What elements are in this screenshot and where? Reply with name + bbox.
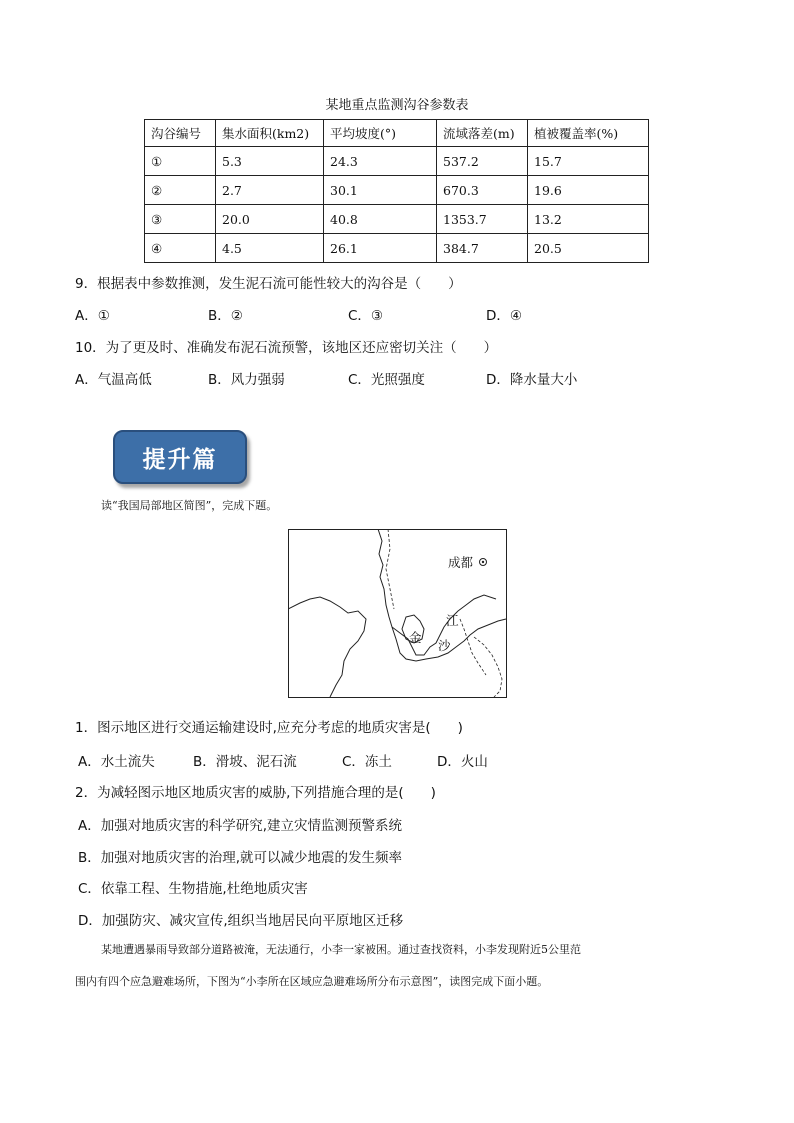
q1-option-c: C．冻土 xyxy=(342,754,392,770)
q2-option-a: A．加强对地质灾害的科学研究,建立灾情监测预警系统 xyxy=(78,818,403,834)
table-cell: 20.5 xyxy=(528,234,649,263)
q1-option-a: A．水土流失 xyxy=(78,754,155,770)
region-map xyxy=(288,529,507,698)
table-cell: 1353.7 xyxy=(437,205,528,234)
table-cell: ③ xyxy=(145,205,216,234)
table-cell: ② xyxy=(145,176,216,205)
q9-option-b: B．② xyxy=(208,308,243,324)
table-cell: 13.2 xyxy=(528,205,649,234)
q9-option-d: D．④ xyxy=(486,308,522,324)
table-cell: 24.3 xyxy=(324,147,437,176)
table-cell: 19.6 xyxy=(528,176,649,205)
header-cell: 植被覆盖率(%) xyxy=(528,120,649,147)
parameter-table xyxy=(144,119,649,263)
q10-option-b: B．风力强弱 xyxy=(208,372,285,388)
q9-option-c: C．③ xyxy=(348,308,384,324)
table-cell: 670.3 xyxy=(437,176,528,205)
table-row xyxy=(145,234,649,263)
intro2-line2: 围内有四个应急避难场所，下图为“小李所在区域应急避难场所分布示意图”，读图完成下面小题。 xyxy=(75,975,549,988)
table-cell: 30.1 xyxy=(324,176,437,205)
intro2-line1: 某地遭遇暴雨导致部分道路被淹，无法通行，小李一家被困。通过查找资料，小李发现附近5公里范 xyxy=(101,943,581,956)
question-2: 2．为减轻图示地区地质灾害的威胁,下列措施合理的是( ) xyxy=(75,785,436,801)
q10-option-d: D．降水量大小 xyxy=(486,372,578,388)
section-badge: 提升篇 xyxy=(113,430,247,484)
q9-option-a: A．① xyxy=(75,308,110,324)
river-char-sha: 沙 xyxy=(438,638,451,653)
table-cell: 40.8 xyxy=(324,205,437,234)
map-frame xyxy=(289,530,507,698)
table-row xyxy=(145,147,649,176)
header-cell: 集水面积(km2) xyxy=(216,120,324,147)
question-10: 10．为了更及时、准确发布泥石流预警，该地区还应密切关注（ ） xyxy=(75,340,498,356)
table-cell: 2.7 xyxy=(216,176,324,205)
intro-text: 读“我国局部地区简图”，完成下题。 xyxy=(101,499,278,512)
table-cell: ① xyxy=(145,147,216,176)
q1-option-b: B．滑坡、泥石流 xyxy=(193,754,297,770)
q2-option-d: D．加强防灾、减灾宣传,组织当地居民向平原地区迁移 xyxy=(78,913,404,929)
table-row xyxy=(145,205,649,234)
q10-option-c: C．光照强度 xyxy=(348,372,425,388)
q1-option-d: D．火山 xyxy=(437,754,488,770)
table-cell: 15.7 xyxy=(528,147,649,176)
city-marker-dot xyxy=(482,561,484,563)
table-cell: 26.1 xyxy=(324,234,437,263)
table-cell: 5.3 xyxy=(216,147,324,176)
table-header-row xyxy=(145,120,649,147)
table-row xyxy=(145,176,649,205)
river-char-jiang: 江 xyxy=(446,613,459,628)
table-cell: 4.5 xyxy=(216,234,324,263)
header-cell: 平均坡度(°) xyxy=(324,120,437,147)
table-cell: 384.7 xyxy=(437,234,528,263)
city-label: 成都 xyxy=(448,555,474,570)
map-drawing xyxy=(288,529,507,698)
q2-option-c: C．依靠工程、生物措施,杜绝地质灾害 xyxy=(78,881,308,897)
question-1: 1．图示地区进行交通运输建设时,应充分考虑的地质灾害是( ) xyxy=(75,720,463,736)
river-char-jin: 金 xyxy=(409,630,422,645)
table-cell: 537.2 xyxy=(437,147,528,176)
q10-option-a: A．气温高低 xyxy=(75,372,152,388)
table-cell: ④ xyxy=(145,234,216,263)
table-caption: 某地重点监测沟谷参数表 xyxy=(325,98,469,113)
table-cell: 20.0 xyxy=(216,205,324,234)
header-cell: 流域落差(m) xyxy=(437,120,528,147)
q2-option-b: B．加强对地质灾害的治理,就可以减少地震的发生频率 xyxy=(78,850,403,866)
header-cell: 沟谷编号 xyxy=(145,120,216,147)
question-9: 9．根据表中参数推测，发生泥石流可能性较大的沟谷是（ ） xyxy=(75,276,462,292)
